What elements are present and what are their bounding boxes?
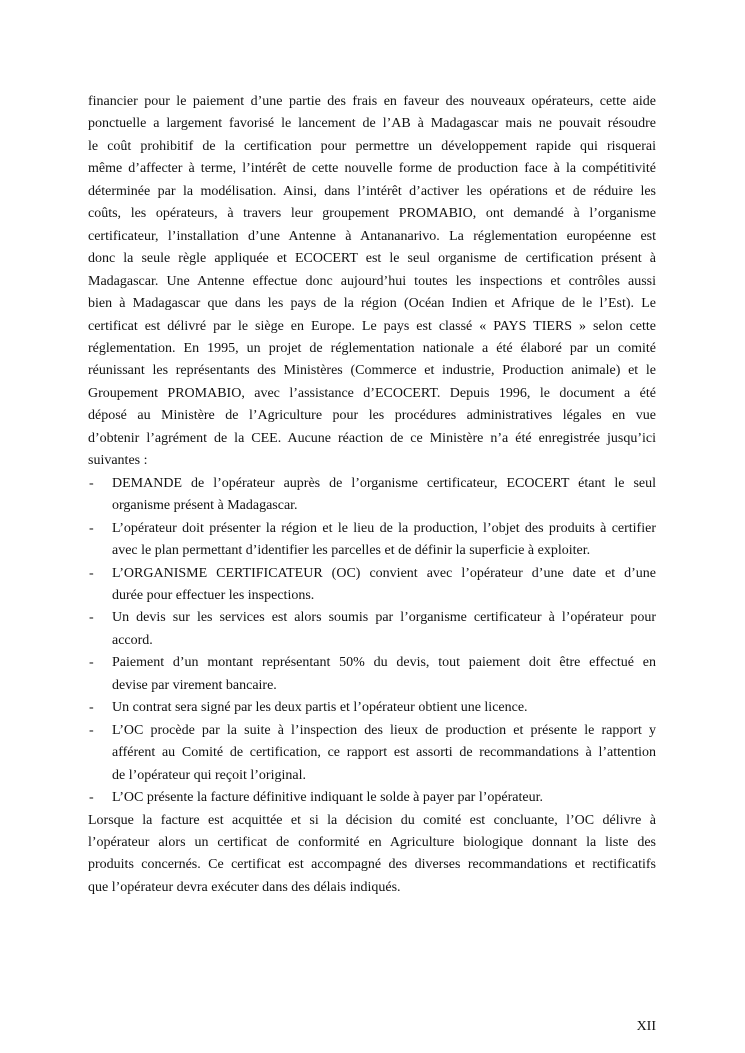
text-line: accord. [112, 632, 153, 648]
text-line: réglementation. En 1995, un projet de réglementation nationale a été élaboré par un comité [88, 340, 656, 356]
text-line: organisme présent à Madagascar. [112, 498, 298, 514]
text-line: déterminée par la modélisation. Ainsi, dans l’intérêt d’activer les opérations et de réduire les [88, 183, 656, 199]
text-line: bien à Madagascar que dans les pays de la région (Océan Indien et Afrique de le l’Est). Le [88, 296, 656, 312]
procedure-list [88, 473, 656, 810]
list-item [88, 518, 656, 563]
text-line: devise par virement bancaire. [112, 677, 277, 693]
text-line: d’obtenir l’agrément de la CEE. Aucune réaction de ce Ministère n’a été enregistrée jusqu’ici [88, 430, 656, 446]
bullet-dash: - [89, 700, 94, 716]
text-line: coûts, les opérateurs, à travers leur groupement PROMABIO, ont demandé à l’organisme [88, 206, 656, 222]
text-line: le coût prohibitif de la certification pour permettre un développement rapide qui risquerai [88, 138, 656, 154]
list-item [88, 652, 656, 697]
text-line: de l’opérateur qui reçoit l’original. [112, 767, 306, 783]
text-line: L’ORGANISME CERTIFICATEUR (OC) convient avec l’opérateur d’une date et d’une [112, 565, 656, 581]
text-line: Groupement PROMABIO, avec l’assistance d’ECOCERT. Depuis 1996, le document a été [88, 385, 656, 401]
paragraph-intro [88, 91, 656, 473]
text-line: certificateur, l’installation d’une Antenne à Antananarivo. La réglementation européenne est [88, 228, 656, 244]
bullet-dash: - [89, 610, 94, 626]
list-item [88, 473, 656, 518]
text-line: réunissant les représentants des Ministères (Commerce et industrie, Production animale) et le [88, 363, 656, 379]
text-line: produits concernés. Ce certificat est accompagné des diverses recommandations et rectificatifs [88, 857, 656, 873]
text-line: l’opérateur alors un certificat de conformité en Agriculture biologique donnant la liste des [88, 834, 656, 850]
text-line: Un contrat sera signé par les deux partis et l’opérateur obtient une licence. [112, 700, 528, 716]
list-item [88, 720, 656, 787]
text-line: ponctuelle a largement favorisé le lancement de l’AB à Madagascar mais ne pouvait résoudre [88, 116, 656, 132]
text-line: DEMANDE de l’opérateur auprès de l’organisme certificateur, ECOCERT étant le seul [112, 475, 656, 491]
text-line: Un devis sur les services est alors soumis par l’organisme certificateur à l’opérateur pour [112, 610, 656, 626]
text-line: afférent au Comité de certification, ce rapport est assorti de recommandations à l’attention [112, 745, 656, 761]
text-line: Lorsque la facture est acquittée et si la décision du comité est concluante, l’OC délivre à [88, 812, 656, 828]
text-line: même d’affecter à terme, l’intérêt de cette nouvelle forme de production face à la compétitivité [88, 161, 656, 177]
bullet-dash: - [89, 722, 94, 738]
text-line: certificat est délivré par le siège en Europe. Le pays est classé « PAYS TIERS » selon cette [88, 318, 656, 334]
text-line: déposé au Ministère de l’Agriculture pour les procédures administratives légales en vue [88, 408, 656, 424]
list-item [88, 563, 656, 608]
text-line: Madagascar. Une Antenne effectue donc aujourd’hui toutes les inspections et contrôles aussi [88, 273, 656, 289]
text-line: donc la seule règle appliquée et ECOCERT est le seul organisme de certification présent à [88, 251, 656, 267]
bullet-dash: - [89, 790, 94, 806]
list-item [88, 697, 656, 719]
text-line: L’OC présente la facture définitive indiquant le solde à payer par l’opérateur. [112, 790, 543, 806]
bullet-dash: - [89, 520, 94, 536]
text-line: L’OC procède par la suite à l’inspection des lieux de production et présente le rapport y [112, 722, 656, 738]
text-line: financier pour le paiement d’une partie des frais en faveur des nouveaux opérateurs, cette aide [88, 94, 656, 109]
text-line: suivantes : [88, 453, 148, 469]
text-line: durée pour effectuer les inspections. [112, 587, 315, 603]
bullet-dash: - [89, 565, 94, 581]
list-item [88, 787, 656, 809]
paragraph-conclusion [88, 810, 656, 900]
text-line: Paiement d’un montant représentant 50% du devis, tout paiement doit être effectué en [112, 655, 656, 671]
document-body [88, 91, 656, 899]
bullet-dash: - [89, 475, 94, 491]
text-line: L’opérateur doit présenter la région et le lieu de la production, l’objet des produits à certifier [112, 520, 656, 536]
text-line: avec le plan permettant d’identifier les parcelles et de définir la superficie à exploiter. [112, 543, 591, 559]
bullet-dash: - [89, 655, 94, 671]
page-number: XII [636, 1019, 656, 1034]
list-item [88, 607, 656, 652]
text-line: que l’opérateur devra exécuter dans des délais indiqués. [88, 879, 401, 895]
